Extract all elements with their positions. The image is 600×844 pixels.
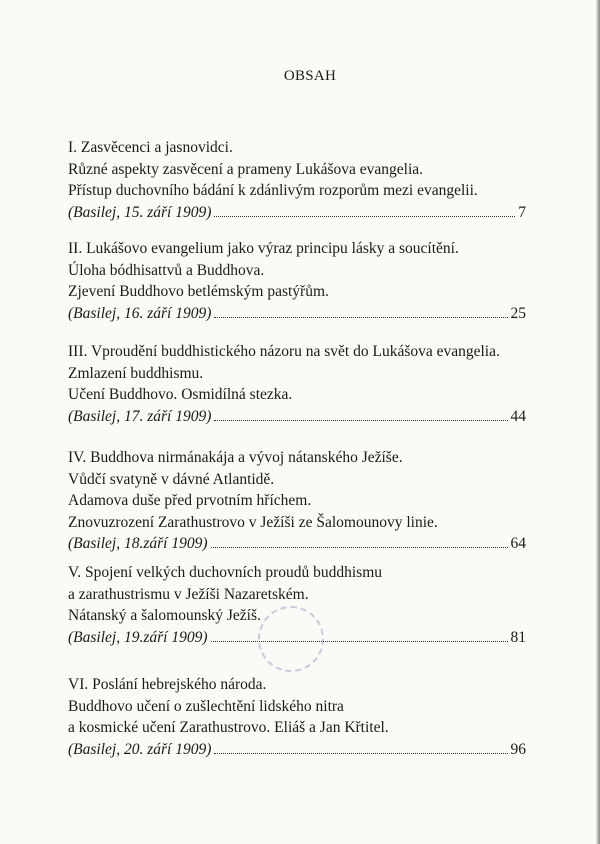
date-leader-row bbox=[68, 406, 526, 428]
chapter-title: II. Lukášovo evangelium jako výraz principu lásky a soucítění. bbox=[68, 240, 459, 257]
lecture-date: (Basilej, 19.září 1909) bbox=[68, 628, 208, 646]
chapter-subtitle: Různé aspekty zasvěcení a prameny Lukášova evangelia. bbox=[68, 160, 424, 178]
page-number: 7 bbox=[518, 203, 526, 221]
dot-leader bbox=[214, 317, 507, 318]
chapter-subtitle: Buddhovo učení o zušlechtění lidského nitra bbox=[68, 697, 344, 715]
chapter-title: III. Vproudění buddhistického názoru na svět do Lukášova evangelia. bbox=[68, 343, 500, 360]
chapter-subtitle: Znovuzrození Zarathustrovo v Ježíši ze Šalomounovy linie. bbox=[68, 513, 438, 531]
page-number: 64 bbox=[510, 535, 526, 552]
chapter-subtitle: Nátanský a šalomounský Ježíš. bbox=[68, 607, 261, 624]
date-leader-row bbox=[68, 303, 526, 325]
dot-leader bbox=[214, 216, 515, 217]
page-number: 44 bbox=[510, 407, 526, 425]
dot-leader bbox=[211, 547, 508, 548]
chapter-subtitle: Úloha bódhisattvů a Buddhova. bbox=[68, 261, 265, 279]
toc-entry bbox=[68, 562, 526, 648]
lecture-date: (Basilej, 17. září 1909) bbox=[68, 407, 212, 425]
lecture-date: (Basilej, 16. září 1909) bbox=[68, 304, 212, 322]
date-leader-row bbox=[68, 533, 526, 555]
lecture-date: (Basilej, 20. září 1909) bbox=[68, 740, 212, 758]
chapter-title: VI. Poslání hebrejského národa. bbox=[68, 676, 267, 693]
lecture-date: (Basilej, 18.září 1909) bbox=[68, 535, 208, 552]
page-title: OBSAH bbox=[283, 68, 337, 84]
chapter-subtitle: a zarathustrismu v Ježíši Nazaretském. bbox=[68, 585, 309, 603]
date-leader-row bbox=[68, 627, 526, 649]
chapter-subtitle: Vůdčí svatyně v dávné Atlantidě. bbox=[68, 470, 275, 488]
date-leader-row bbox=[68, 739, 526, 761]
chapter-subtitle: Učení Buddhovo. Osmidílná stezka. bbox=[68, 386, 293, 403]
chapter-subtitle: a kosmické učení Zarathustrovo. Eliáš a Jan Křtitel. bbox=[68, 719, 389, 736]
dot-leader bbox=[214, 753, 507, 754]
page-number: 96 bbox=[510, 740, 526, 758]
page-number: 25 bbox=[510, 304, 526, 322]
toc-entry bbox=[68, 674, 526, 760]
dot-leader bbox=[214, 420, 507, 421]
chapter-title: IV. Buddhova nirmánakája a vývoj nátanského Ježíše. bbox=[68, 449, 403, 466]
toc-entry bbox=[68, 238, 526, 324]
chapter-subtitle: Přístup duchovního bádání k zdánlivým rozporům mezi evangelii. bbox=[68, 182, 478, 199]
chapter-title: I. Zasvěcenci a jasnovidci. bbox=[68, 139, 233, 156]
chapter-title: V. Spojení velkých duchovních proudů buddhismu bbox=[68, 564, 382, 581]
toc-entry bbox=[68, 447, 526, 555]
chapter-subtitle: Adamova duše před prvotním hříchem. bbox=[68, 492, 312, 509]
toc-entry bbox=[68, 137, 526, 223]
page-number: 81 bbox=[510, 628, 526, 646]
page-edge bbox=[596, 0, 600, 844]
chapter-subtitle: Zjevení Buddhovo betlémským pastýřům. bbox=[68, 283, 329, 300]
dot-leader bbox=[211, 641, 508, 642]
chapter-subtitle: Zmlazení buddhismu. bbox=[68, 364, 204, 382]
lecture-date: (Basilej, 15. září 1909) bbox=[68, 203, 212, 221]
toc-entry bbox=[68, 341, 526, 427]
date-leader-row bbox=[68, 202, 526, 224]
